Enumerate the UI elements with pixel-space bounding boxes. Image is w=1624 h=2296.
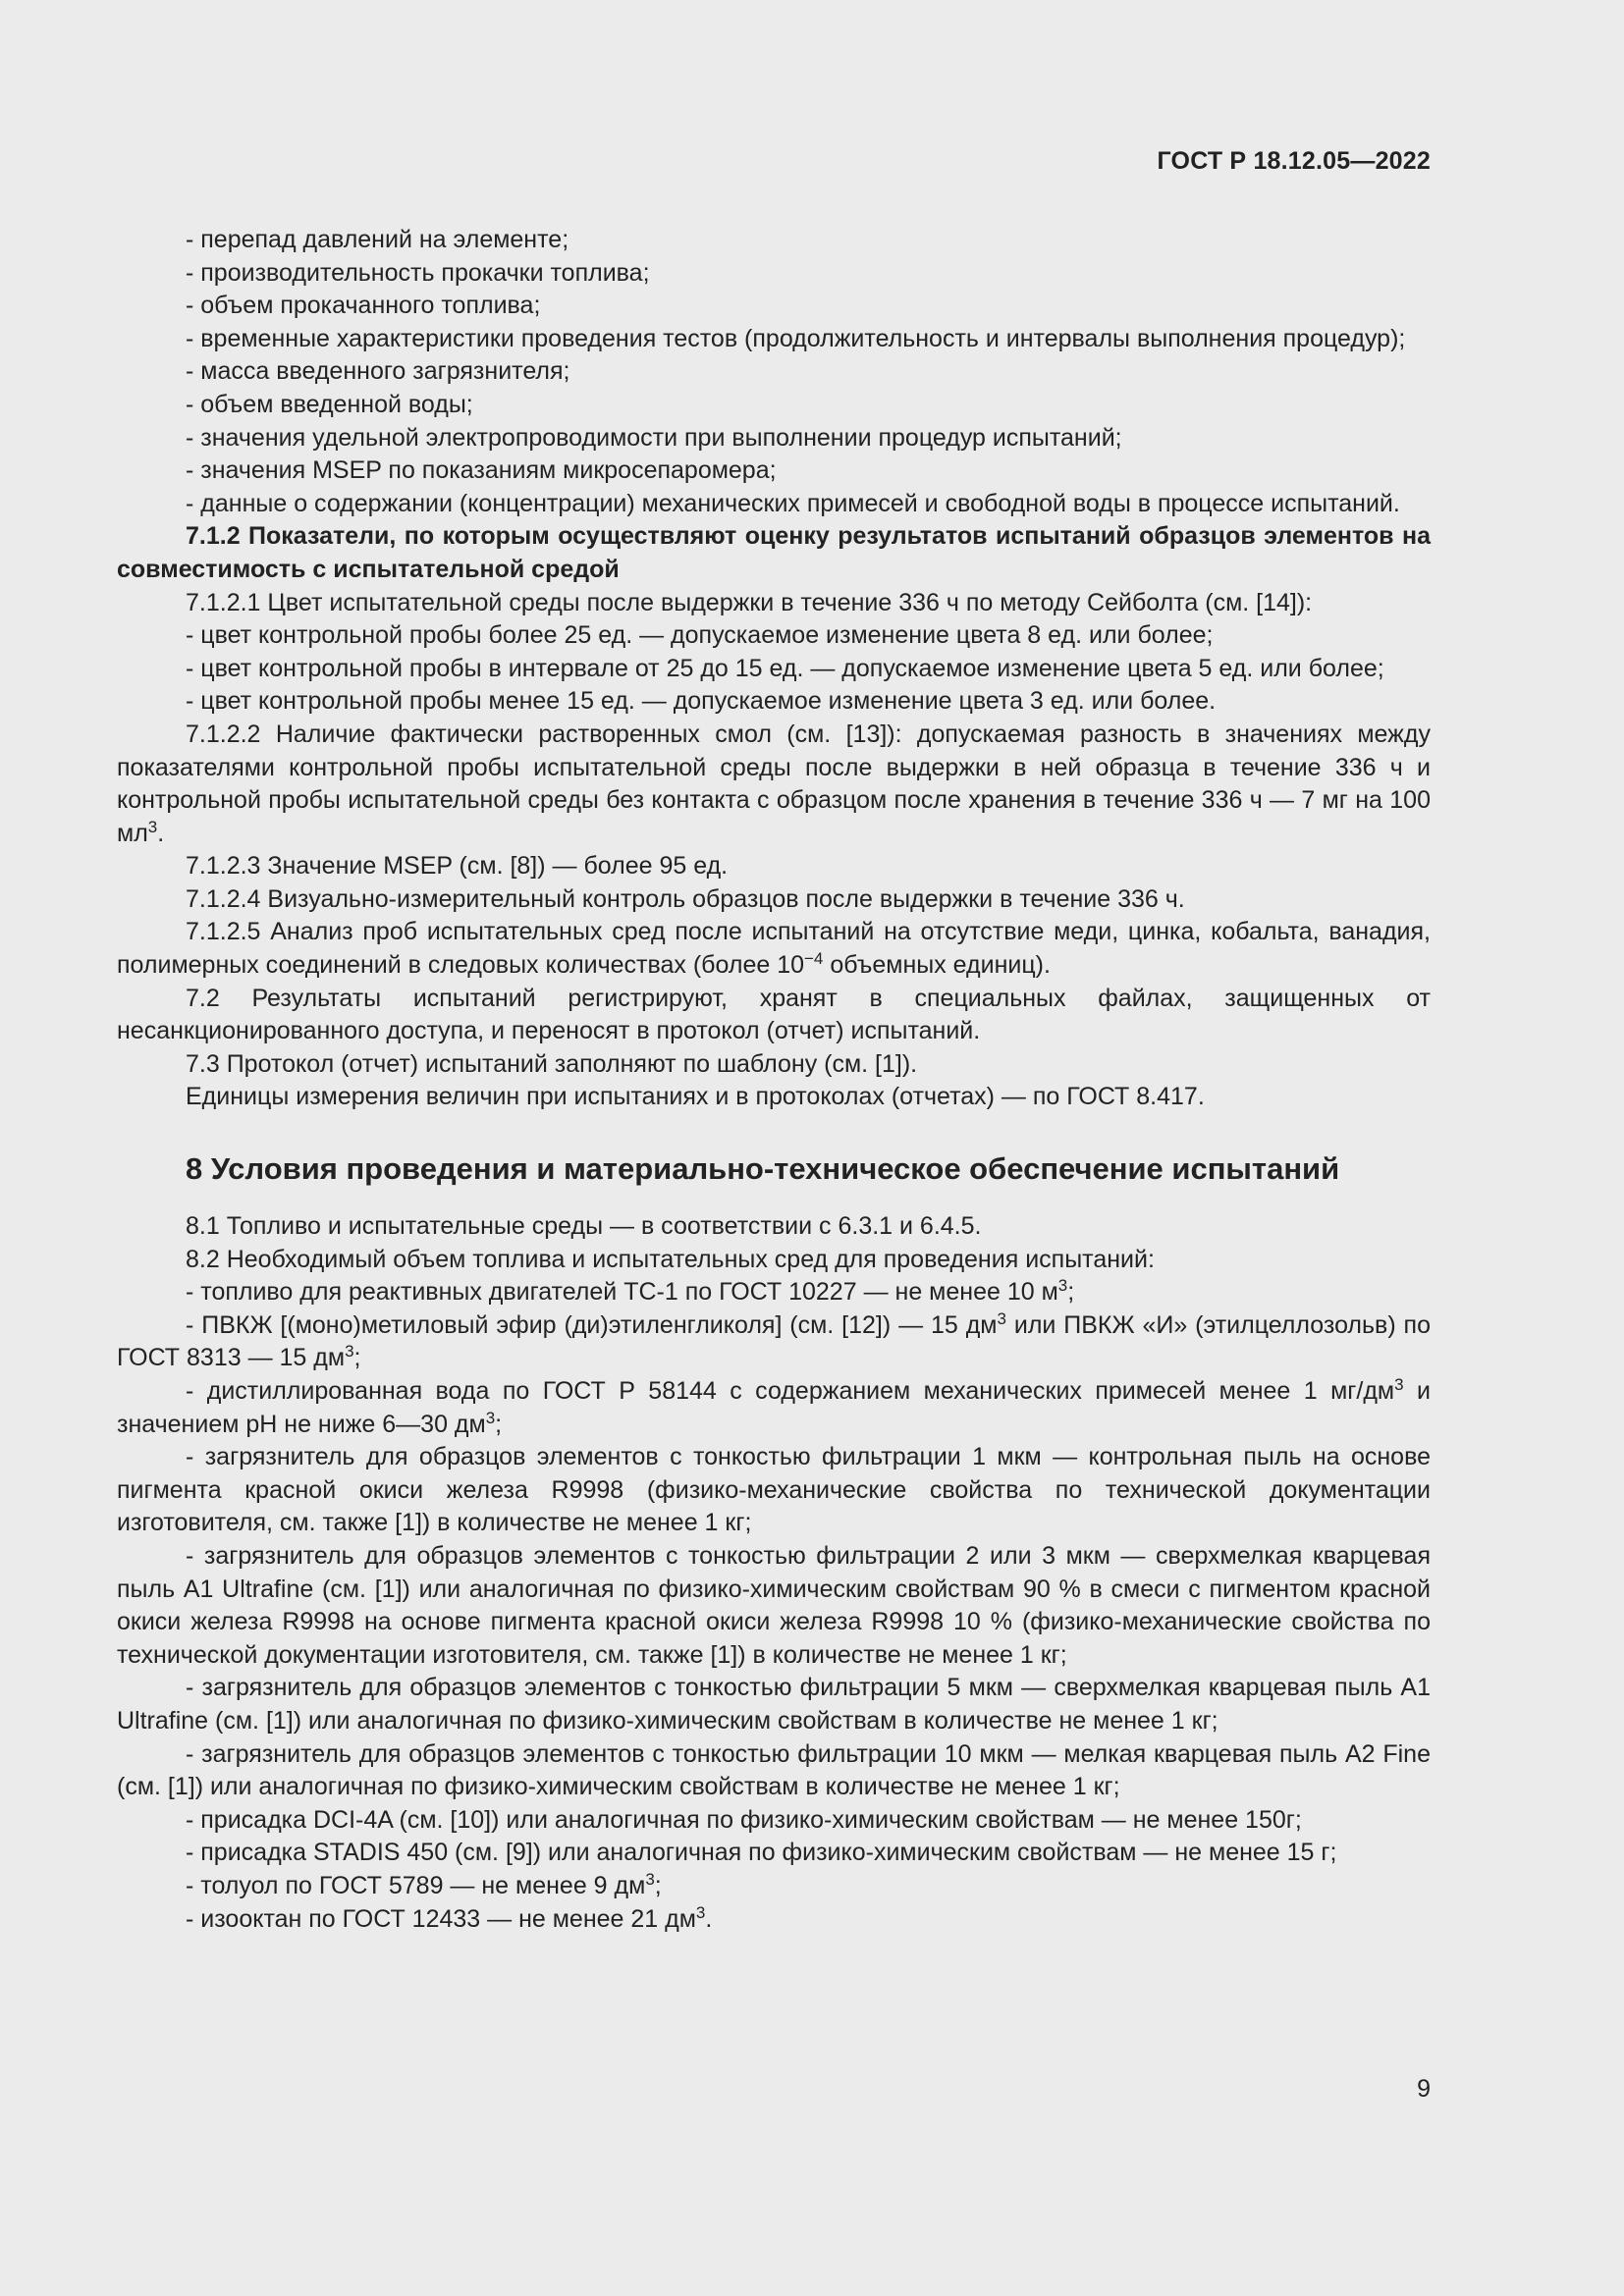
- list-item: - присадка DCI-4A (см. [10]) или аналогичная по физико-химическим свойствам — не менее 150г;: [186, 1805, 1302, 1834]
- page-number: 9: [1417, 2075, 1431, 2103]
- paragraph-7-3: 7.3 Протокол (отчет) испытаний заполняют по шаблону (см. [1]).: [186, 1049, 918, 1078]
- superscript: 3: [1394, 1375, 1404, 1394]
- list-item: - цвет контрольной пробы менее 15 ед. — допускаемое изменение цвета 3 ед. или более.: [186, 687, 1217, 716]
- list-item: - присадка STADIS 450 (см. [9]) или аналогичная по физико-химическим свойствам — не менее 15 г;: [186, 1839, 1337, 1867]
- list-item: - временные характеристики проведения тестов (продолжительность и интервалы выполнения процедур);: [186, 324, 1406, 352]
- text: .: [157, 819, 165, 847]
- superscript: 3: [695, 1902, 706, 1922]
- list-item: - объем введенной воды;: [186, 390, 473, 418]
- list-item: [117, 1375, 1431, 1441]
- superscript: 3: [345, 1342, 354, 1362]
- list-item: - загрязнитель для образцов элементов с тонкостью фильтрации 2 или 3 мкм — сверхмелкая кварцевая пыль A1 Ultrafine (см. [1]) или аналогичная по физико-химическим свойствам 90 % в смеси с пигментом красной окиси железа R9998 на основе пигмента красной окиси железа R9998 10 % (физико-механические свойства по технической документации изготовителя, см. также [1]) в количестве не менее 1 кг;: [117, 1541, 1431, 1669]
- list-item: - производительность прокачки топлива;: [186, 258, 650, 287]
- paragraph-8-2: 8.2 Необходимый объем топлива и испытательных сред для проведения испытаний:: [186, 1245, 1155, 1273]
- list-item: - цвет контрольной пробы более 25 ед. — допускаемое изменение цвета 8 ед. или более;: [186, 621, 1214, 650]
- list-item: [117, 1309, 1431, 1375]
- list-item: - значения MSEP по показаниям микросепаромера;: [186, 456, 777, 485]
- paragraph-7-1-2-5: [117, 916, 1431, 982]
- text: 7.1.2.2 Наличие фактически растворенных смол (см. [13]): допускаемая разность в значениях между показателями контрольной пробы испытательной среды после выдержки в ней образца в течение 336 ч и контрольной пробы испытательной среды без контакта с образцом после хранения в течение 336 ч — 7 мг на 100 мл: [117, 720, 1431, 847]
- list-item: - объем прокачанного топлива;: [186, 292, 541, 320]
- text: или ПВКЖ «И» (этилцеллозольв) по ГОСТ 8313 — 15 дм: [117, 1310, 1431, 1372]
- text: - топливо для реактивных двигателей ТС-1 по ГОСТ 10227 — не менее 10 м: [186, 1278, 1058, 1307]
- paragraph-7-2: 7.2 Результаты испытаний регистрируют, хранят в специальных файлах, защищенных от несанкционированного доступа, и переносят в протокол (отчет) испытаний.: [117, 984, 1431, 1045]
- section-heading-8: 8 Условия проведения и материально-техническое обеспечение испытаний: [186, 1151, 1340, 1187]
- superscript: 3: [485, 1408, 496, 1427]
- text: ;: [495, 1410, 503, 1438]
- text: ;: [353, 1344, 361, 1372]
- list-item: - загрязнитель для образцов элементов с тонкостью фильтрации 10 мкм — мелкая кварцевая пыль A2 Fine (см. [1]) или аналогичная по физико-химическим свойствам в количестве не менее 1 кг;: [117, 1739, 1431, 1801]
- superscript: 3: [1057, 1276, 1068, 1296]
- paragraph-7-1-2-3: 7.1.2.3 Значение MSEP (см. [8]) — более 95 ед.: [186, 852, 729, 881]
- text: ;: [1067, 1278, 1075, 1307]
- superscript: 3: [147, 817, 158, 836]
- list-item: [117, 1276, 1431, 1309]
- paragraph-7-1-2-1: 7.1.2.1 Цвет испытательной среды после выдержки в течение 336 ч по методу Сейболта (см. [14]):: [186, 588, 1313, 616]
- text: 7.1.2.5 Анализ проб испытательных сред после испытаний на отсутствие меди, цинка, кобальта, ванадия, полимерных соединений в следовых количествах (более 10: [117, 918, 1431, 980]
- paragraph-7-1-2-2: [117, 719, 1431, 850]
- text: - ПВКЖ [(моно)метиловый эфир (ди)этиленгликоля] (см. [12]) — 15 дм: [186, 1310, 998, 1339]
- list-item: - загрязнитель для образцов элементов с тонкостью фильтрации 5 мкм — сверхмелкая кварцевая пыль A1 Ultrafine (см. [1]) или аналогичная по физико-химическим свойствам в количестве не менее 1 кг;: [117, 1674, 1431, 1735]
- paragraph-8-1: 8.1 Топливо и испытательные среды — в соответствии с 6.3.1 и 6.4.5.: [186, 1212, 982, 1241]
- paragraph-7-1-2-4: 7.1.2.4 Визуально-измерительный контроль образцов после выдержки в течение 336 ч.: [186, 884, 1185, 913]
- text: ;: [654, 1871, 662, 1899]
- text: - дистиллированная вода по ГОСТ Р 58144 с содержанием механических примесей менее 1 мг/дм: [186, 1377, 1395, 1405]
- superscript: 3: [997, 1308, 1006, 1328]
- list-item: - данные о содержании (концентрации) механических примесей и свободной воды в процессе испытаний.: [186, 489, 1400, 517]
- text: - толуол по ГОСТ 5789 — не менее 9 дм: [186, 1871, 646, 1899]
- list-item: - перепад давлений на элементе;: [186, 226, 569, 253]
- list-a: [117, 224, 1431, 520]
- list-item: - значения удельной электропроводимости при выполнении процедур испытаний;: [186, 423, 1122, 452]
- list-item: [117, 1870, 1431, 1903]
- subsection-heading-7-1-2: 7.1.2 Показатели, по которым осуществляют оценку результатов испытаний образцов элементов на совместимость с испытательной средой: [117, 522, 1431, 583]
- paragraph-units: Единицы измерения величин при испытаниях и в протоколах (отчетах) — по ГОСТ 8.417.: [186, 1083, 1205, 1111]
- list-item: - масса введенного загрязнителя;: [186, 357, 570, 386]
- document-body: [117, 224, 1431, 1936]
- list-item: [117, 1903, 1431, 1937]
- text: и значением pH не ниже 6—30 дм: [117, 1377, 1431, 1438]
- superscript: −4: [804, 949, 824, 969]
- text: - изооктан по ГОСТ 12433 — не менее 21 дм: [186, 1904, 696, 1933]
- list-item: - цвет контрольной пробы в интервале от 25 до 15 ед. — допускаемое изменение цвета 5 ед. или более;: [186, 654, 1384, 682]
- document-id: ГОСТ Р 18.12.05—2022: [1157, 147, 1431, 175]
- text: объемных единиц).: [823, 951, 1051, 980]
- superscript: 3: [645, 1869, 655, 1889]
- list-item: - загрязнитель для образцов элементов с тонкостью фильтрации 1 мкм — контрольная пыль на основе пигмента красной окиси железа R9998 (физико-механические свойства по технической документации изготовителя, см. также [1]) в количестве не менее 1 кг;: [117, 1443, 1431, 1537]
- text: .: [705, 1904, 713, 1933]
